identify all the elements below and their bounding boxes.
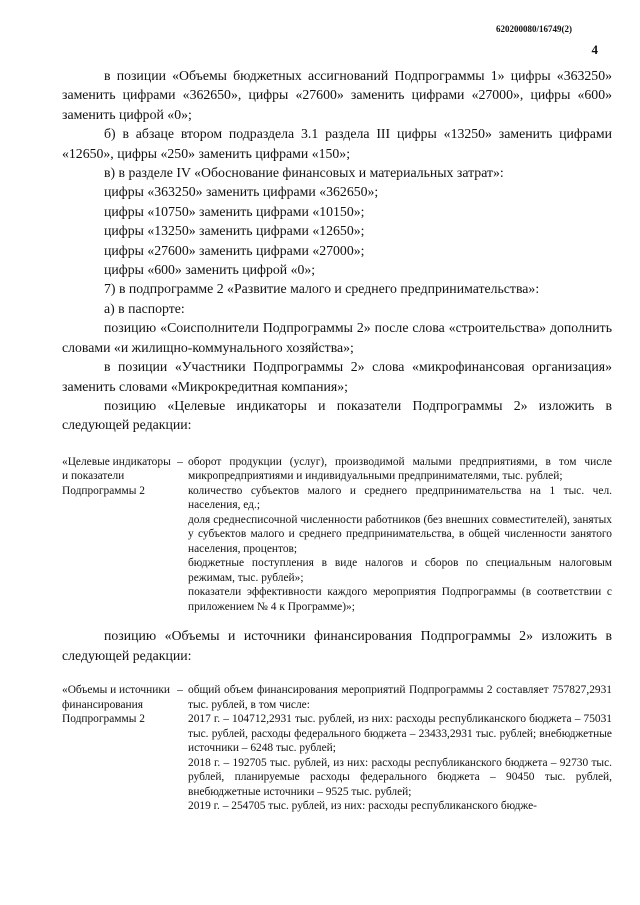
page-number: 4: [591, 42, 598, 57]
table-body: [188, 683, 612, 814]
paragraph: цифры «363250» заменить цифрами «362650»;: [104, 184, 379, 200]
table-line: доля среднесписочной численности работников (без внешних совместителей), занятых у субъектов малого и среднего предпринимательства, в общей численности занятого населения, процентов;: [188, 513, 612, 555]
paragraph: цифры «10750» заменить цифрами «10150»;: [104, 203, 365, 219]
table-line: показатели эффективности каждого мероприятия Подпрограммы (в соответствии с приложением № 4 к Программе)»;: [188, 586, 612, 613]
financing-table: [62, 683, 612, 814]
table-line: 2018 г. – 192705 тыс. рублей, из них: расходы республиканского бюджета – 92730 тыс. рублей, планируемые расходы федерального бюджета – 90450 тыс. рублей, внебюджетные источники – 9525 тыс. рублей;: [188, 756, 612, 798]
paragraph: позицию «Целевые индикаторы и показатели Подпрограммы 2» изложить в следующей редакции:: [62, 397, 612, 433]
paragraph: а) в паспорте:: [104, 300, 185, 316]
indicators-table: [62, 455, 612, 615]
document-id: 620200080/16749(2): [496, 24, 572, 34]
paragraph: в позиции «Участники Подпрограммы 2» слова «микрофинансовая организация» заменить словами «Микрокредитная компания»;: [62, 359, 612, 394]
paragraph: цифры «27600» заменить цифрами «27000»;: [104, 242, 365, 258]
table-line: 2019 г. – 254705 тыс. рублей, из них: расходы республиканского бюдже-: [188, 800, 537, 813]
table-line: общий объем финансирования мероприятий Подпрограммы 2 составляет 757827,2931 тыс. рублей, в том числе:: [188, 684, 612, 711]
table-label: «Объемы и источники финансирования Подпрограммы 2: [62, 684, 170, 726]
table-dash: –: [177, 684, 183, 697]
table-dash: –: [177, 455, 183, 468]
paragraph: цифры «13250» заменить цифрами «12650»;: [104, 223, 365, 239]
table-line: количество субъектов малого и среднего предпринимательства на 1 тыс. чел. населения, ед.;: [188, 484, 612, 512]
table-label: «Целевые индикаторы и показатели Подпрограммы 2: [62, 455, 171, 497]
table-line: оборот продукции (услуг), производимой малыми предприятиями, в том числе микропредприятиями и индивидуальными предпринимателями, тыс. рублей;: [188, 455, 612, 483]
paragraph: в позиции «Объемы бюджетных ассигнований Подпрограммы 1» цифры «363250» заменить цифрами «362650», цифры «27600» заменить цифрами «27000», цифры «600» заменить цифрой «0»;: [62, 68, 612, 122]
table-body: [188, 455, 612, 615]
paragraph: позицию «Объемы и источники финансирования Подпрограммы 2» изложить в следующей редакции:: [62, 628, 612, 663]
paragraph: 7) в подпрограмме 2 «Развитие малого и среднего предпринимательства»:: [104, 281, 540, 297]
document-body: [62, 66, 612, 814]
table-line: бюджетные поступления в виде налогов и сборов по специальным налоговым режимам, тыс. рублей»;: [188, 557, 612, 584]
paragraph: б) в абзаце втором подраздела 3.1 раздела III цифры «13250» заменить цифрами «12650», цифры «250» заменить цифрами «150»;: [62, 126, 612, 161]
paragraph: в) в разделе IV «Обоснование финансовых и материальных затрат»:: [104, 165, 504, 181]
table-line: 2017 г. – 104712,2931 тыс. рублей, из них: расходы республиканского бюджета – 75031 тыс. рублей, расходы федерального бюджета – 23433,2931 тыс. рублей; внебюджетные источники – 6248 тыс. рублей;: [188, 713, 612, 755]
paragraph: цифры «600» заменить цифрой «0»;: [104, 262, 316, 278]
paragraph: позицию «Соисполнители Подпрограммы 2» после слова «строительства» дополнить словами «и жилищно-коммунального хозяйства»;: [62, 320, 612, 355]
